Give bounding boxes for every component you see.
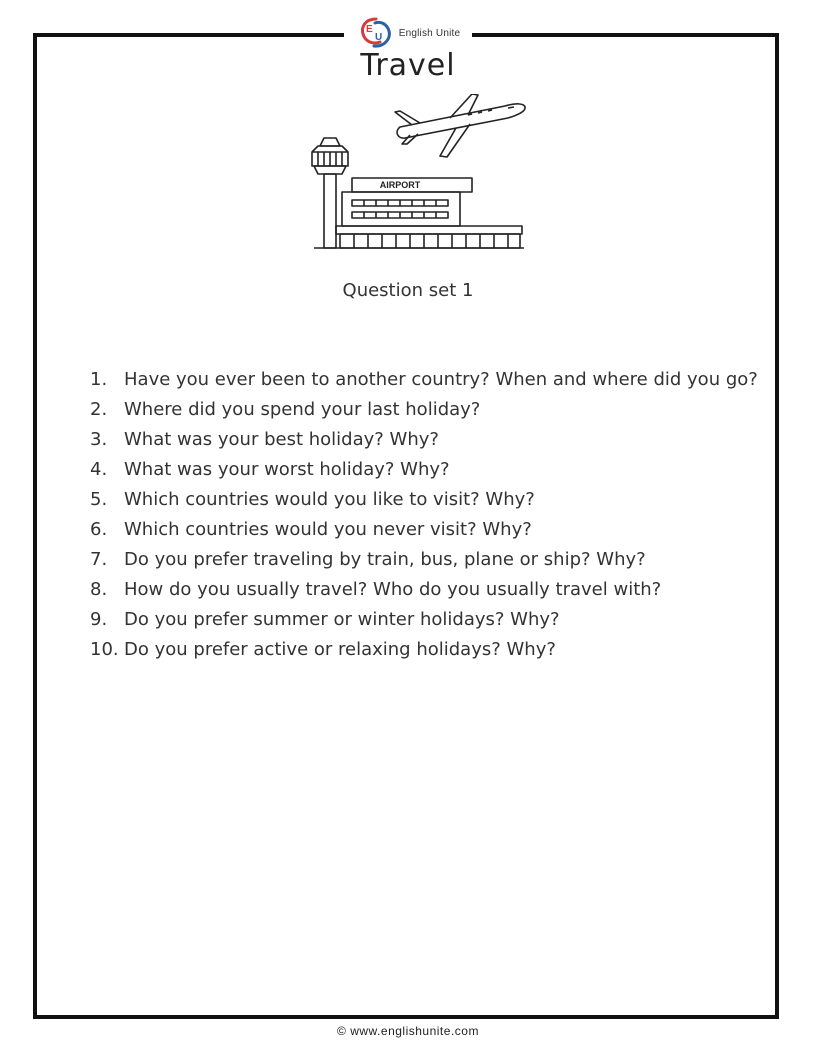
airport-illustration-icon (300, 94, 530, 254)
page-title: Travel (360, 48, 456, 83)
question-number: 9. (90, 609, 108, 630)
list-item (84, 605, 764, 635)
question-text: Which countries would you like to visit? Why? (124, 489, 535, 510)
question-text: Do you prefer traveling by train, bus, plane or ship? Why? (124, 549, 646, 570)
list-item (84, 425, 764, 455)
list-item (84, 545, 764, 575)
question-text: How do you usually travel? Who do you usually travel with? (124, 579, 662, 600)
airport-sign-text: AIRPORT (379, 180, 421, 190)
question-number: 1. (90, 369, 108, 390)
svg-text:E: E (365, 24, 373, 35)
question-number: 3. (90, 429, 108, 450)
list-item (84, 485, 764, 515)
list-item (84, 455, 764, 485)
english-unite-logo-icon (356, 15, 396, 51)
list-item (84, 395, 764, 425)
question-text: Have you ever been to another country? When and where did you go? (124, 369, 758, 390)
list-item (84, 575, 764, 605)
question-number: 7. (90, 549, 108, 570)
brand-header (344, 14, 472, 52)
brand-name: English Unite (398, 27, 461, 39)
question-text: Do you prefer summer or winter holidays? Why? (124, 609, 560, 630)
question-text: Do you prefer active or relaxing holidays? Why? (124, 639, 556, 660)
svg-text:U: U (374, 32, 382, 43)
list-item (84, 515, 764, 545)
question-number: 8. (90, 579, 108, 600)
question-text: What was your best holiday? Why? (124, 429, 439, 450)
list-item (84, 635, 764, 665)
copyright-footer: © www.englishunite.com (337, 1024, 479, 1038)
question-number: 4. (90, 459, 108, 480)
question-text: Which countries would you never visit? Why? (124, 519, 532, 540)
question-number: 6. (90, 519, 108, 540)
question-set-label: Question set 1 (342, 280, 474, 301)
question-text: Where did you spend your last holiday? (124, 399, 481, 420)
question-text: What was your worst holiday? Why? (124, 459, 450, 480)
question-number: 2. (90, 399, 108, 420)
question-number: 10. (90, 639, 119, 660)
list-item (84, 365, 764, 395)
question-list (84, 365, 764, 665)
airplane-icon (395, 94, 525, 157)
question-number: 5. (90, 489, 108, 510)
